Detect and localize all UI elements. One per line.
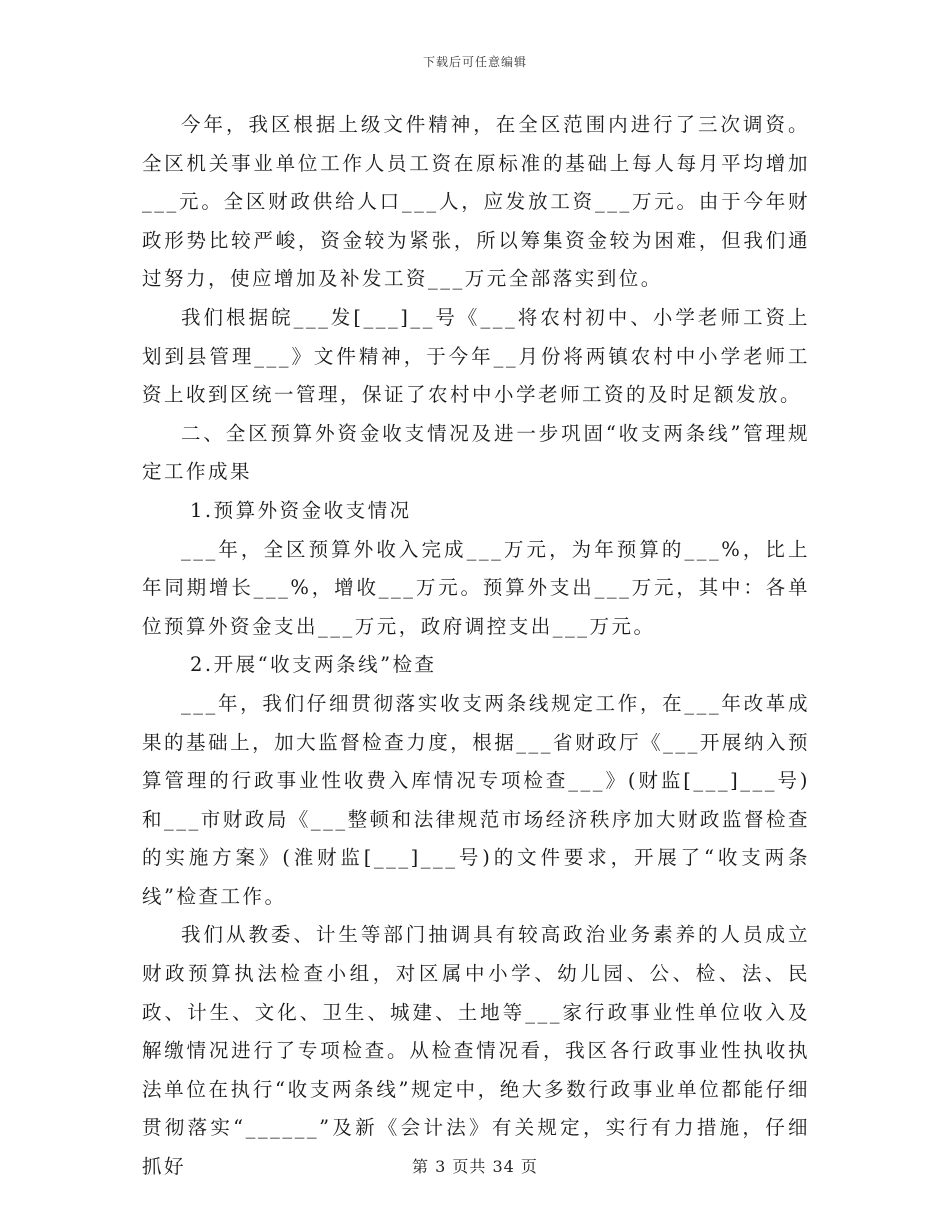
page-header: 下载后可任意编辑: [422, 55, 527, 69]
document-body: [142, 106, 810, 1187]
paragraph-inspection-basis: ___年，我们仔细贯彻落实收支两条线规定工作，在___年改革成果的基础上，加大监督检查力度，根据___省财政厅《___开展纳入预算管理的行政事业性收费入库情况专项检查___》(财监[___]___号)和___市财政局《___整顿和法律规范市场经济秩序加大财政监督检查的实施方案》(淮财监[___]___号)的文件要求，开展了“收支两条线”检查工作。: [142, 691, 810, 908]
paragraph-extrabudgetary-figures: ___年，全区预算外收入完成___万元，为年预算的___%，比上年同期增长___%，增收___万元。预算外支出___万元，其中：各单位预算外资金支出___万元，政府调控支出___万元。: [142, 537, 810, 638]
subheading-extrabudgetary-income: 1.预算外资金收支情况: [190, 498, 412, 522]
paragraph-inspection-team: 我们从教委、计生等部门抽调具有较高政治业务素养的人员成立财政预算执法检查小组，对区属中小学、幼儿园、公、检、法、民政、计生、文化、卫生、城建、土地等___家行政事业性单位收入及解缴情况进行了专项检查。从检查情况看，我区各行政事业性执收执法单位在执行“收支两条线”规定中，绝大多数行政事业单位都能仔细贯彻落实“______”及新《会计法》有关规定，实行有力措施，仔细抓好: [142, 923, 810, 1179]
subheading-inspection: 2.开展“收支两条线”检查: [190, 653, 437, 677]
paragraph-salary-adjustment: 今年，我区根据上级文件精神，在全区范围内进行了三次调资。全区机关事业单位工作人员工资在原标准的基础上每人每月平均增加___元。全区财政供给人口___人，应发放工资___万元。由于今年财政形势比较严峻，资金较为紧张，所以筹集资金较为困难，但我们通过努力，使应增加及补发工资___万元全部落实到位。: [142, 113, 810, 291]
paragraph-teacher-salary: 我们根据皖___发[___]__号《___将农村初中、小学老师工资上划到县管理___》文件精神，于今年__月份将两镇农村中小学老师工资上收到区统一管理，保证了农村中小学老师工资的及时足额发放。: [142, 305, 810, 407]
page-number: 第 3 页共 34 页: [412, 1157, 538, 1176]
section-heading-extrabudgetary: 二、全区预算外资金收支情况及进一步巩固“收支两条线”管理规定工作成果: [142, 421, 810, 484]
